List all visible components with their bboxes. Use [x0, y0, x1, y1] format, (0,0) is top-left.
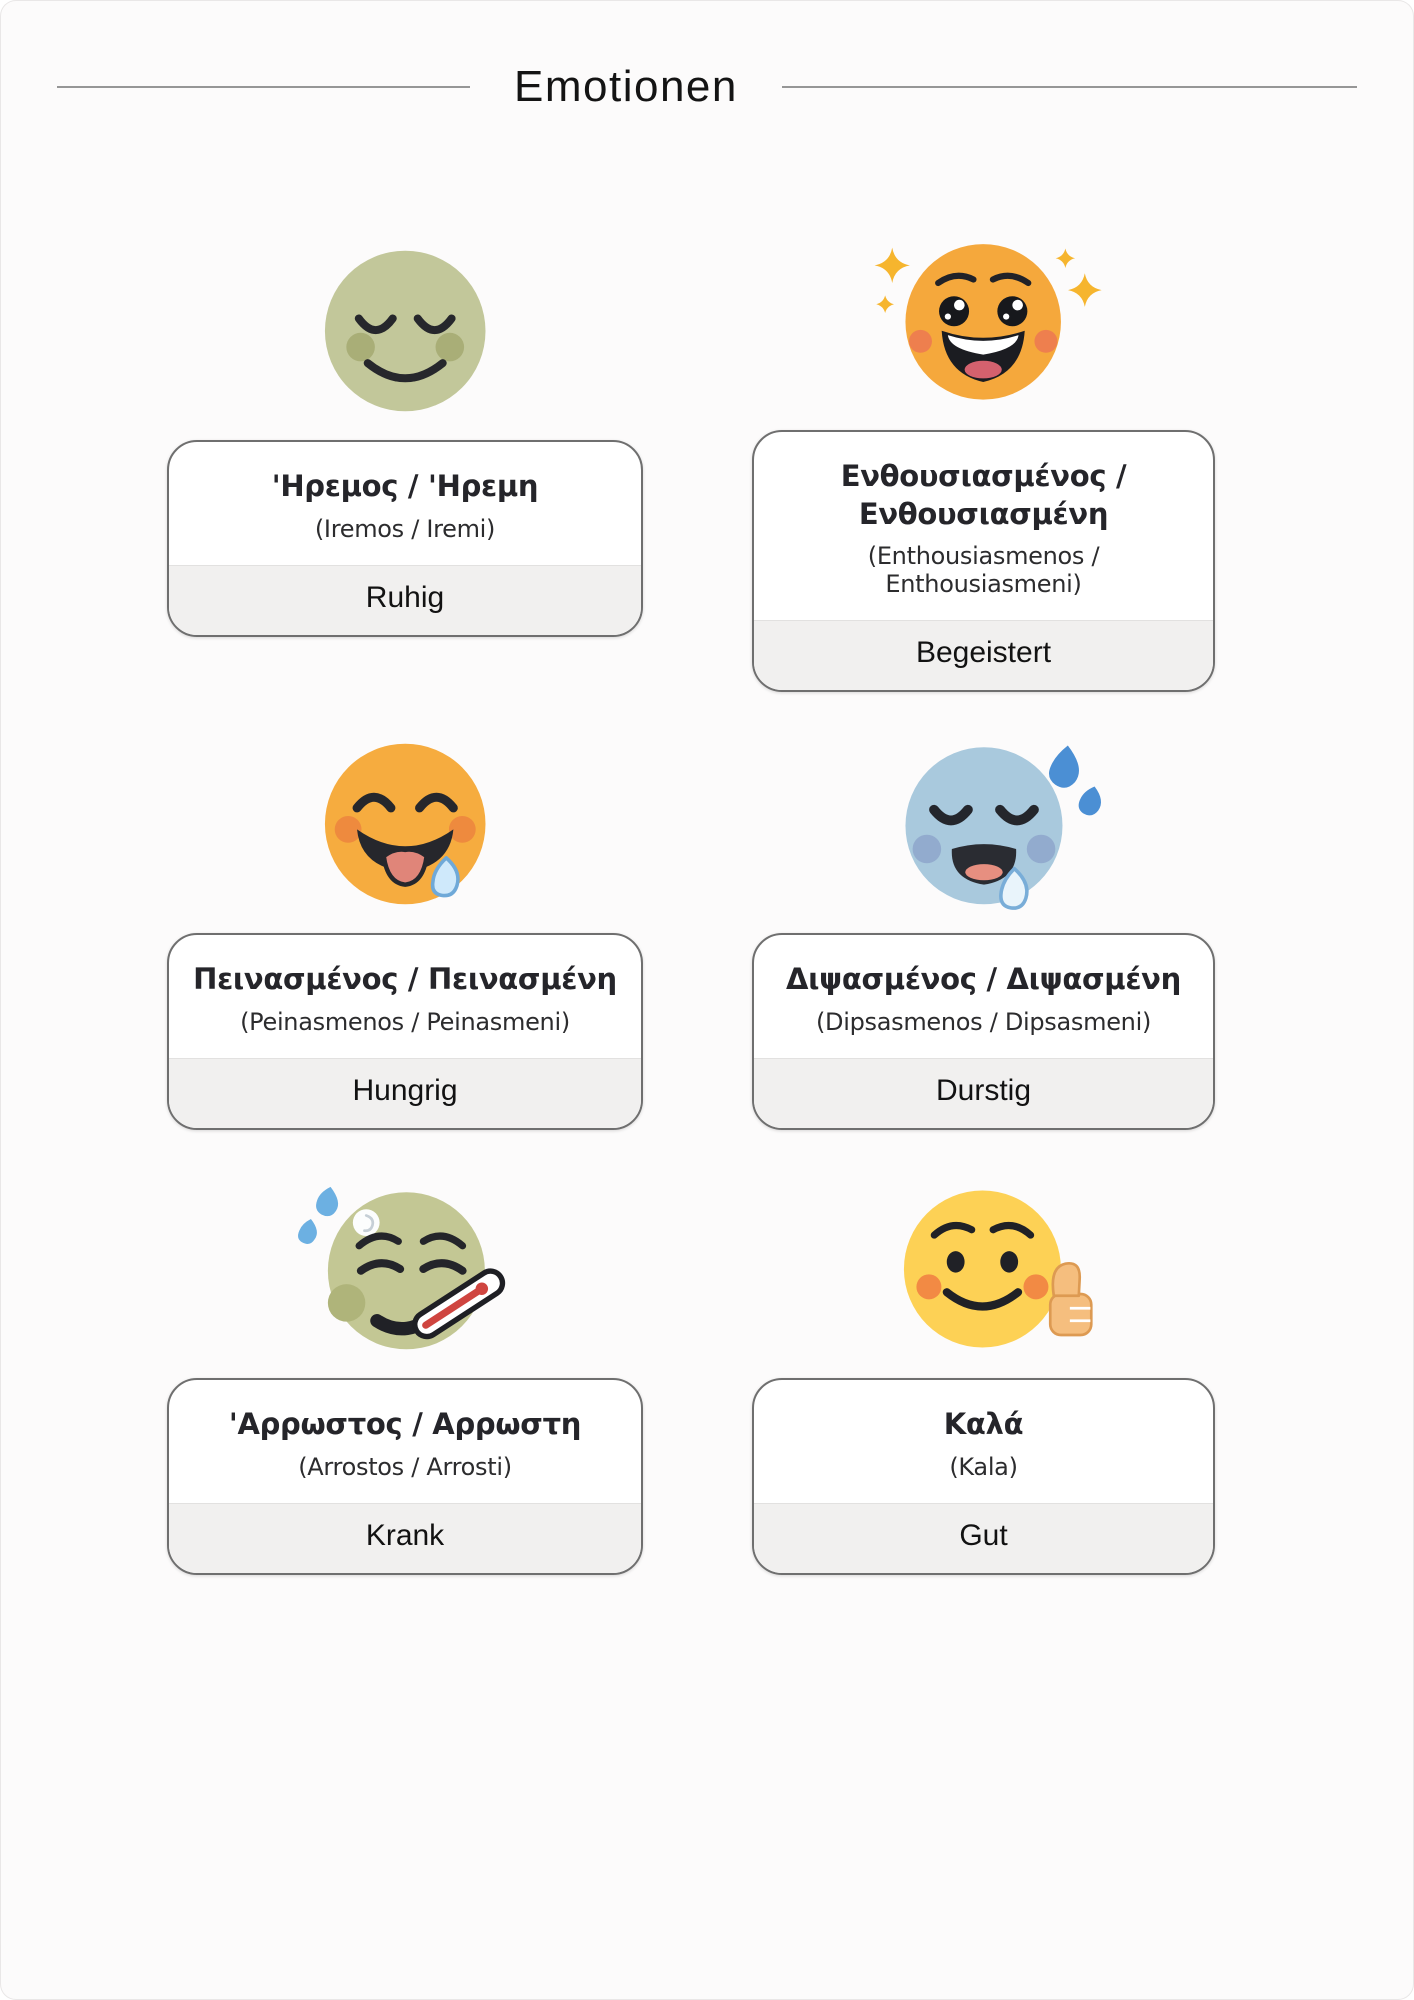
vocab-card-excited [752, 430, 1215, 692]
vocab-cell-thirsty [752, 733, 1215, 1130]
hungry-face-icon [316, 733, 494, 915]
greek-word: 'Ηρεμος / 'Ηρεμη [271, 469, 539, 503]
transliteration: (Peinasmenos / Peinasmeni) [240, 1007, 570, 1036]
translation-band [169, 1058, 641, 1128]
translation-band [754, 1058, 1213, 1128]
vocab-cell-sick [167, 1178, 643, 1575]
card-top [169, 935, 641, 1058]
vocab-cell-good [752, 1178, 1215, 1575]
translation-band [754, 620, 1213, 690]
vocab-cell-excited [752, 230, 1215, 692]
german-translation: Ruhig [365, 580, 445, 614]
translation-band [754, 1503, 1213, 1573]
thirsty-face-icon [868, 733, 1100, 915]
vocab-card-thirsty [752, 933, 1215, 1130]
transliteration: (Kala) [949, 1452, 1018, 1481]
vocab-cell-calm [167, 240, 643, 637]
vocab-cell-hungry [167, 733, 643, 1130]
german-translation: Gut [959, 1518, 1008, 1552]
transliteration: (Enthousiasmenos / Enthousiasmeni) [867, 542, 1100, 599]
transliteration: (Iremos / Iremi) [314, 514, 496, 543]
title-row [0, 62, 1414, 112]
greek-word: Πεινασμένος / Πεινασμένη [193, 962, 617, 996]
greek-word: Ενθουσιασμένος / Ενθουσιασμένη [840, 459, 1127, 531]
german-translation: Durstig [935, 1073, 1032, 1107]
greek-word: Καλά [943, 1407, 1024, 1441]
sick-face-icon [302, 1178, 509, 1360]
greek-word: Διψασμένος / Διψασμένη [786, 962, 1181, 996]
title-rule-left [57, 86, 470, 88]
translation-band [169, 565, 641, 635]
vocab-card-calm [167, 440, 643, 637]
vocab-card-hungry [167, 933, 643, 1130]
thumbs-up-icon [1050, 1263, 1091, 1335]
card-top [169, 442, 641, 565]
transliteration: (Dipsasmenos / Dipsasmeni) [815, 1007, 1152, 1036]
german-translation: Begeistert [915, 636, 1052, 670]
greek-word: 'Αρρωστος / Αρρωστη [228, 1407, 582, 1441]
card-top [754, 1380, 1213, 1503]
german-translation: Hungrig [352, 1073, 458, 1107]
calm-face-icon [316, 240, 494, 422]
card-top [169, 1380, 641, 1503]
page-title: Emotionen [514, 62, 738, 111]
card-top [754, 935, 1213, 1058]
vocab-card-good [752, 1378, 1215, 1575]
transliteration: (Arrostos / Arrosti) [298, 1452, 512, 1481]
excited-face-icon [871, 230, 1095, 412]
translation-band [169, 1503, 641, 1573]
good-face-icon [862, 1178, 1105, 1360]
card-top [754, 432, 1213, 620]
title-rule-right [782, 86, 1357, 88]
vocab-card-sick [167, 1378, 643, 1575]
german-translation: Krank [365, 1518, 445, 1552]
